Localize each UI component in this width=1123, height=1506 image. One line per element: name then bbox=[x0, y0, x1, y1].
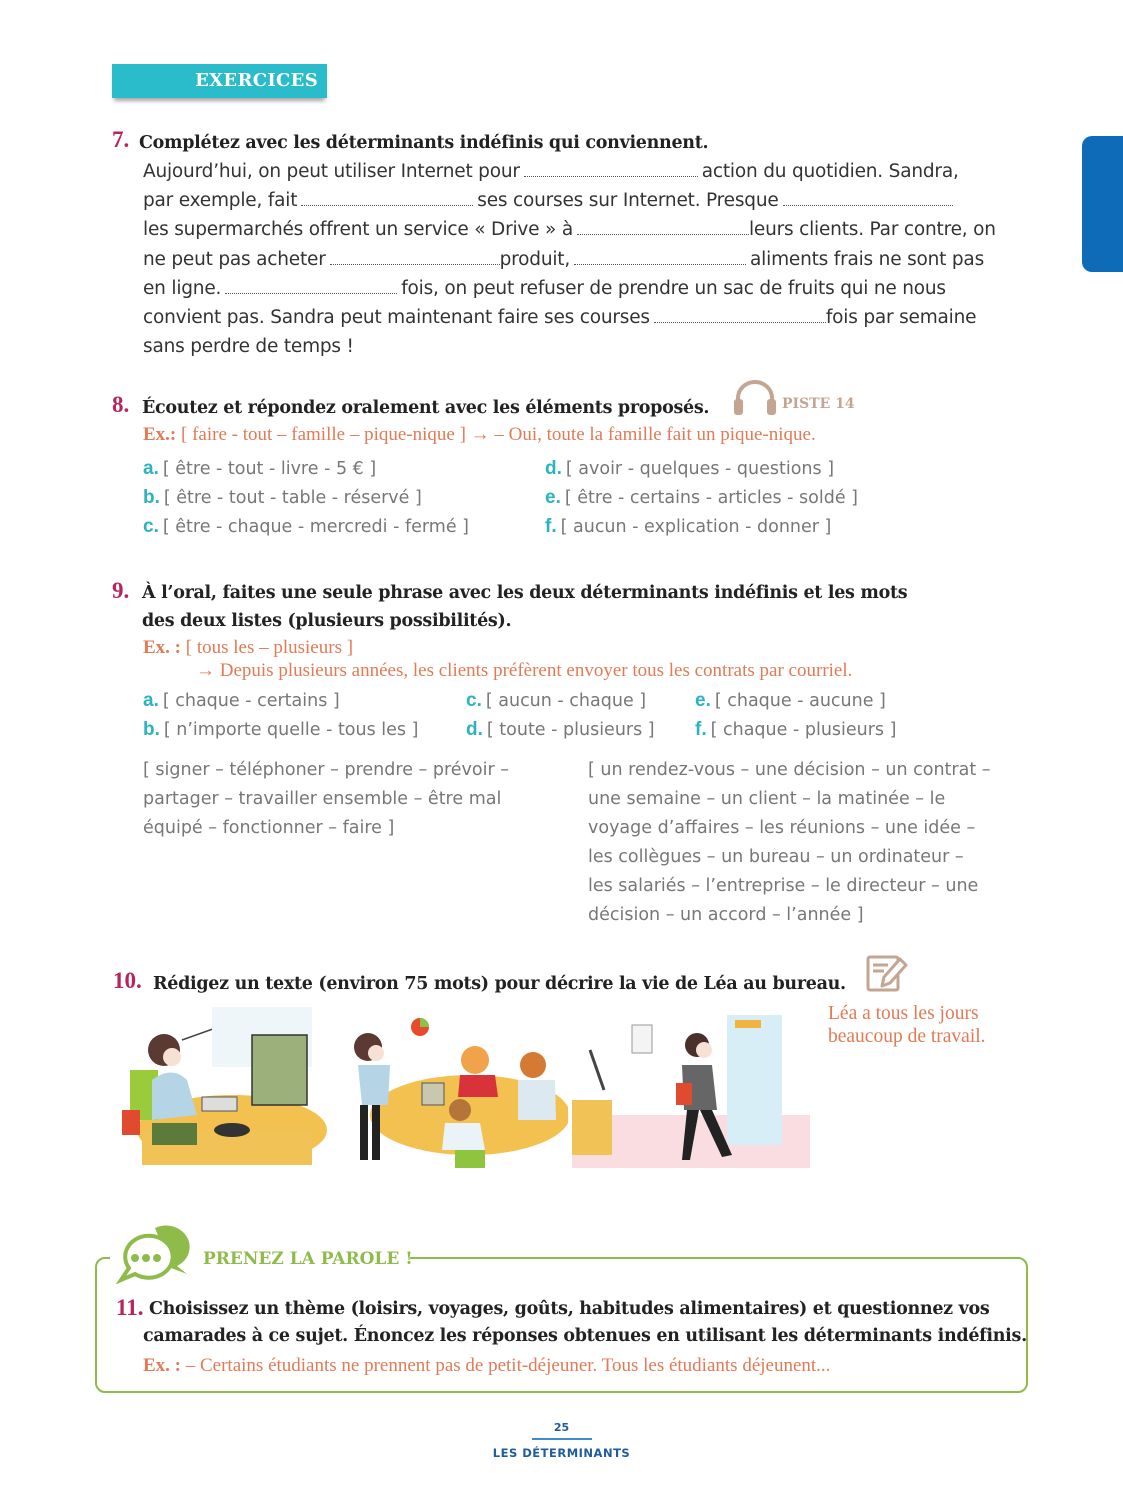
blank-3[interactable] bbox=[783, 188, 953, 206]
footer-divider bbox=[532, 1438, 592, 1440]
chapter-title: LES DÉTERMINANTS bbox=[492, 1446, 631, 1460]
blank-8[interactable] bbox=[654, 305, 826, 323]
blank-2[interactable] bbox=[301, 188, 473, 206]
page-number: 25 bbox=[553, 1421, 570, 1434]
exercise-9-instruction: À l’oral, faites une seule phrase avec les deux déterminants indéfinis et les mots des deux listes (plusieurs possibilités). bbox=[142, 583, 908, 631]
exercise-7-number: 7. bbox=[112, 127, 130, 152]
blank-7[interactable] bbox=[225, 276, 397, 294]
blank-4[interactable] bbox=[577, 217, 749, 235]
exercise-11-instruction: Choisissez un thème (loisirs, voyages, goûts, habitudes alimentaires) et questionnez vos camarades à ce sujet. Énoncez les réponses obtenues en utilisant les déterminants indéfinis. bbox=[143, 1299, 1027, 1346]
exercise-8-item-a: a. [ être - tout - livre - 5 € ] bbox=[143, 458, 377, 479]
exercise-8-example: Ex.: [ faire - tout – famille – pique-nique ] → – Oui, toute la famille fait un pique-nique. bbox=[143, 424, 816, 445]
exercise-10-instruction: Rédigez un texte (environ 75 mots) pour décrire la vie de Léa au bureau. bbox=[153, 974, 846, 994]
exercise-8-item-b: b. [ être - tout - table - réservé ] bbox=[143, 487, 422, 508]
exercise-8-number: 8. bbox=[112, 392, 130, 417]
exercise-10-hint: Léa a tous les jours beaucoup de travail. bbox=[828, 1003, 986, 1047]
exercise-9-item-b: b. [ n’importe quelle - tous les ] bbox=[143, 719, 419, 740]
illustration-phone-desk bbox=[122, 1005, 338, 1168]
blank-5[interactable] bbox=[330, 247, 500, 265]
exercise-7-instruction: Complétez avec les déterminants indéfinis qui conviennent. bbox=[139, 133, 709, 153]
blank-1[interactable] bbox=[524, 159, 698, 177]
illustration-meeting bbox=[350, 1005, 568, 1168]
exercise-8-item-e: e. [ être - certains - articles - soldé ] bbox=[545, 487, 858, 508]
blank-6[interactable] bbox=[574, 247, 746, 265]
exercise-9-item-a: a. [ chaque - certains ] bbox=[143, 690, 340, 711]
exercise-9-example: Ex. : [ tous les – plusieurs ] bbox=[143, 637, 354, 658]
pencil-note-icon bbox=[866, 955, 908, 993]
exercise-7-text: Aujourd’hui, on peut utiliser Internet pour action du quotidien. Sandra, par exemple, fait ses courses sur Internet. Presque les supermarchés offrent un service « Drive » à leurs clients. Par contre, on ne peut pas acheter produit, aliments frais ne sont pas en ligne. fois, on peut refuser de prendre un sac de fruits qui ne nous convient pas. Sandra peut maintenant faire ses courses fois par semaine sans perdre de temps ! bbox=[143, 161, 996, 358]
illustration-leaving-office bbox=[572, 1005, 810, 1168]
exercise-9-item-c: c. [ aucun - chaque ] bbox=[466, 690, 647, 711]
exercise-9-item-e: e. [ chaque - aucune ] bbox=[695, 690, 886, 711]
exercise-8-item-d: d. [ avoir - quelques - questions ] bbox=[545, 458, 835, 479]
section-label: EXERCICES bbox=[195, 70, 318, 91]
speech-bubbles-icon bbox=[115, 1222, 195, 1284]
headphones-icon[interactable] bbox=[732, 380, 778, 416]
exercise-8-item-f: f. [ aucun - explication - donner ] bbox=[545, 516, 832, 537]
verbs-word-list: [ signer – téléphoner – prendre – prévoir – partager – travailler ensemble – être mal équipé – fonctionner – faire ] bbox=[143, 760, 509, 839]
chapter-side-tab bbox=[1082, 136, 1123, 272]
exercise-9-item-f: f. [ chaque - plusieurs ] bbox=[695, 719, 897, 740]
section-banner bbox=[112, 64, 327, 98]
exercise-8-item-c: c. [ être - chaque - mercredi - fermé ] bbox=[143, 516, 469, 537]
exercise-9-number: 9. bbox=[112, 578, 130, 603]
exercise-11-number: 11. bbox=[116, 1295, 144, 1320]
exercise-8-instruction: Écoutez et répondez oralement avec les éléments proposés. bbox=[142, 398, 710, 418]
exercise-9-example-answer: → Depuis plusieurs années, les clients préfèrent envoyer tous les contrats par courriel. bbox=[196, 660, 853, 681]
exercise-9-item-d: d. [ toute - plusieurs ] bbox=[466, 719, 655, 740]
exercise-11-example: Ex. : – Certains étudiants ne prennent pas de petit-déjeuner. Tous les étudiants déjeunent... bbox=[143, 1355, 831, 1376]
track-label: PISTE 14 bbox=[782, 396, 855, 412]
speaking-section-title: PRENEZ LA PAROLE ! bbox=[203, 1249, 413, 1269]
exercise-10-number: 10. bbox=[113, 968, 142, 993]
nouns-word-list: [ un rendez-vous – une décision – un contrat – une semaine – un client – la matinée – le voyage d’affaires – les réunions – une idée – les collègues – un bureau – un ordinateur – les salariés – l’entreprise – le directeur – une décision – un accord – l’année ] bbox=[588, 760, 991, 926]
